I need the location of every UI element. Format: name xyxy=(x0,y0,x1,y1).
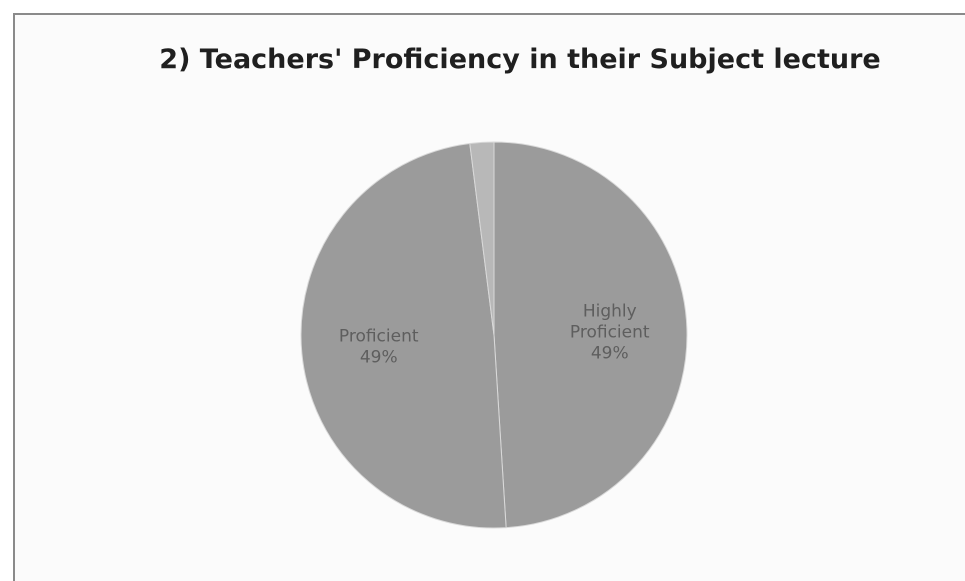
slice-label-proficient: Proficient 49% xyxy=(338,326,419,368)
chart-title: 2) Teachers' Proficiency in their Subject lecture xyxy=(159,44,881,75)
slice-label-highly-proficient: Highly Proficient 49% xyxy=(569,301,650,364)
